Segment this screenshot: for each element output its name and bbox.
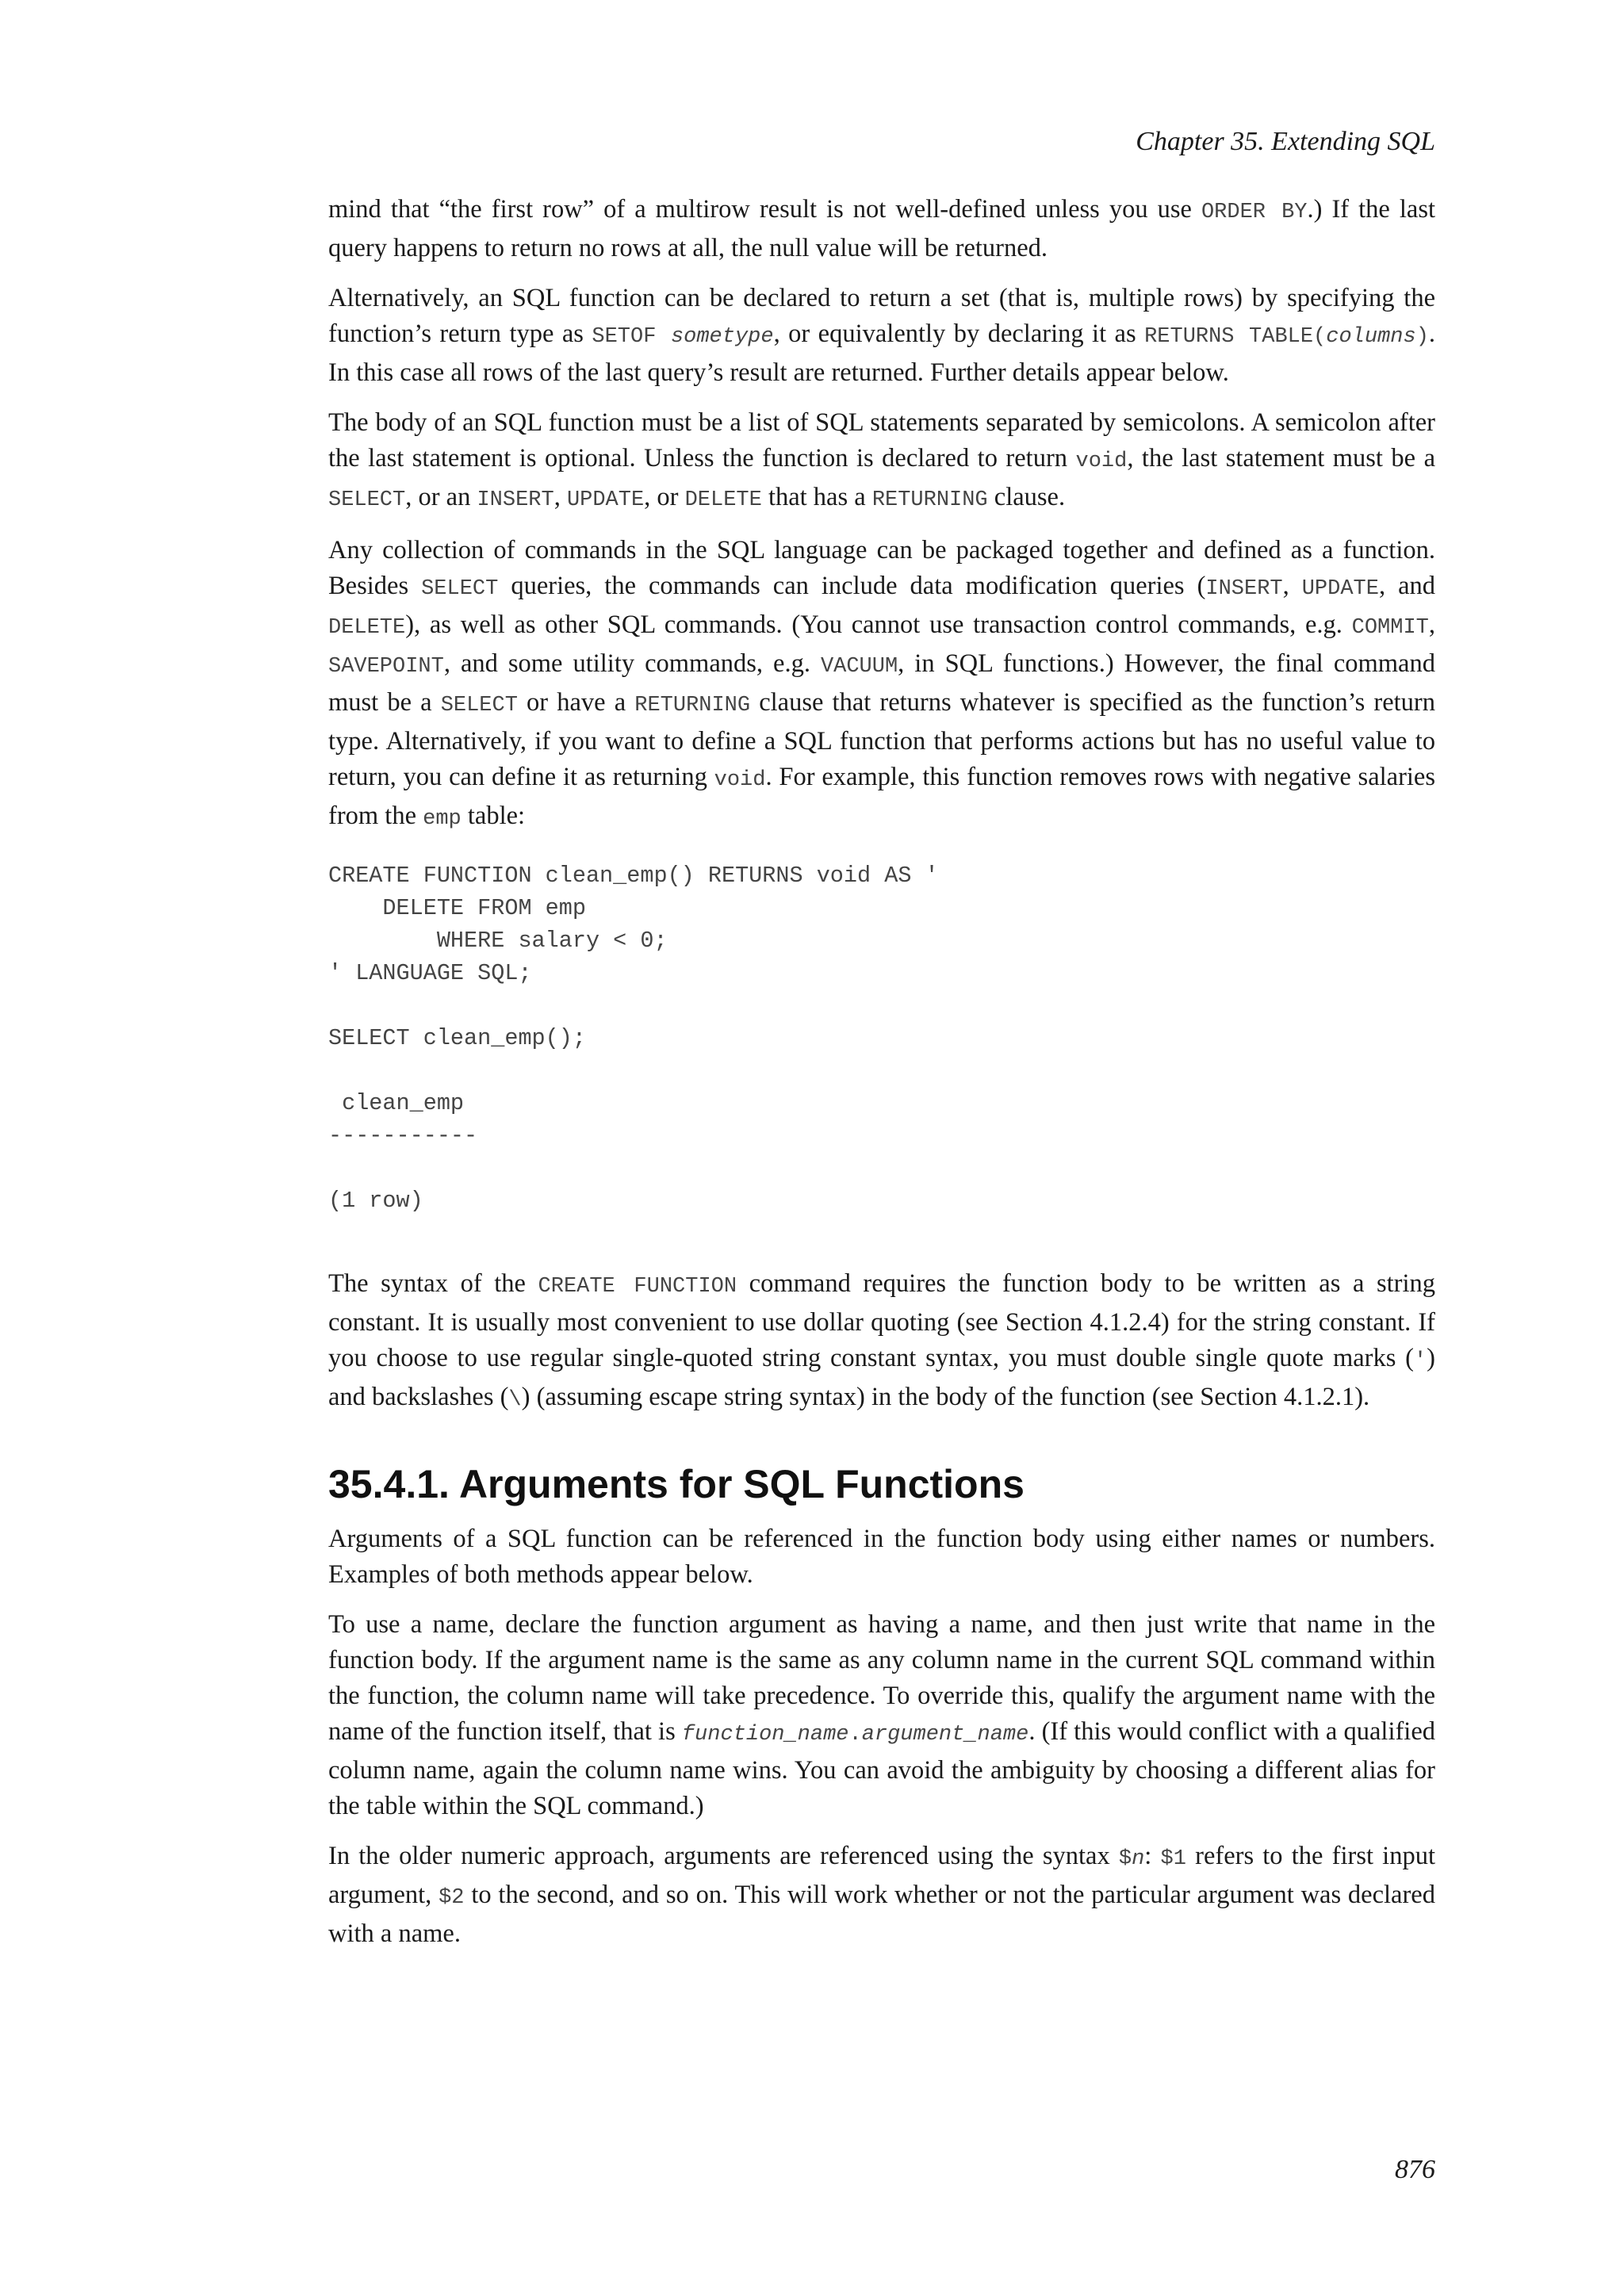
inline-code: UPDATE bbox=[1301, 577, 1379, 601]
code-example: CREATE FUNCTION clean_emp() RETURNS void AS ' DELETE FROM emp WHERE salary < 0; ' LANGUAGE SQL; SELECT clean_emp(); clean_emp ----------- (1 row) bbox=[328, 863, 939, 1214]
section-heading: 35.4.1. Arguments for SQL Functions bbox=[328, 1462, 1025, 1506]
text: clause that returns whatever is specified as the function’s return type. Alternatively, if you want to define a SQL function that performs actions but has no useful value to return, you can define it as returning bbox=[328, 688, 1435, 791]
inline-code: SELECT bbox=[440, 694, 518, 718]
text: , or bbox=[644, 483, 685, 511]
text: Alternatively, an SQL function can be declared to return a set (that is, multiple rows) by specifying the function’s return type as bbox=[328, 284, 1435, 348]
text: clause. bbox=[987, 483, 1066, 511]
inline-code-italic: function_name bbox=[681, 1723, 849, 1747]
inline-code: INSERT bbox=[1205, 577, 1283, 601]
inline-code: SELECT bbox=[421, 577, 499, 601]
text: that has a bbox=[761, 483, 872, 511]
inline-code: void bbox=[1075, 450, 1128, 473]
text: , bbox=[553, 483, 567, 511]
inline-code: $1 bbox=[1160, 1847, 1186, 1871]
inline-code: DELETE bbox=[328, 616, 406, 640]
paragraph-5 bbox=[328, 1266, 1435, 1418]
text: .) If the last query happens to return no rows at all, the null value will be returned. bbox=[328, 195, 1435, 262]
inline-code-italic: argument_name bbox=[861, 1723, 1029, 1747]
inline-code: COMMIT bbox=[1351, 616, 1429, 640]
text: In the older numeric approach, arguments are referenced using the syntax bbox=[328, 1842, 1119, 1870]
text: ) (assuming escape string syntax) in the body of the function (see Section 4.1.2.1). bbox=[521, 1383, 1370, 1411]
text: , bbox=[1428, 610, 1435, 639]
text: ), as well as other SQL commands. (You cannot use transaction control commands, e.g. bbox=[405, 610, 1352, 639]
inline-code: UPDATE bbox=[566, 488, 645, 512]
inline-code: ORDER BY bbox=[1201, 201, 1308, 224]
text: mind that “the first row” of a multirow result is not well-defined unless you use bbox=[328, 195, 1201, 224]
text: Any collection of commands in the SQL language can be packaged together and defined as a function. Besides bbox=[328, 536, 1435, 600]
text: table: bbox=[461, 802, 526, 830]
paragraph-3 bbox=[328, 405, 1435, 519]
text: ) and backslashes ( bbox=[328, 1344, 1435, 1411]
inline-code: ' bbox=[1413, 1349, 1427, 1373]
inline-code: RETURNING bbox=[634, 694, 751, 718]
text: to the second, and so on. This will work whether or not the particular argument was declared with a name. bbox=[328, 1881, 1435, 1948]
text: , and some utility commands, e.g. bbox=[443, 649, 821, 678]
inline-code: SETOF bbox=[592, 325, 671, 349]
inline-code: $ bbox=[1118, 1847, 1132, 1871]
inline-code: ) bbox=[1415, 325, 1429, 349]
text: refers to the first input argument, bbox=[328, 1842, 1435, 1909]
page-number: 876 bbox=[1395, 2155, 1435, 2184]
paragraph-2 bbox=[328, 281, 1435, 391]
text: . In this case all rows of the last query’s result are returned. Further details appear below. bbox=[328, 320, 1436, 387]
inline-code: \ bbox=[508, 1388, 522, 1412]
text: , or equivalently by declaring it as bbox=[773, 320, 1145, 348]
text: . (If this would conflict with a qualified column name, again the column name wins. You can avoid the ambiguity by choosing a different alias for the table within the SQL command.) bbox=[328, 1717, 1435, 1820]
inline-code: VACUUM bbox=[820, 655, 898, 679]
text: or have a bbox=[517, 688, 635, 717]
text: The body of an SQL function must be a list of SQL statements separated by semicolons. A semicolon after the last statement is optional. Unless the function is declared to return bbox=[328, 408, 1435, 473]
text: : bbox=[1144, 1842, 1161, 1870]
text: queries, the commands can include data modification queries ( bbox=[498, 572, 1206, 600]
inline-code: . bbox=[848, 1723, 862, 1747]
inline-code: RETURNS TABLE( bbox=[1144, 325, 1327, 349]
paragraph-8 bbox=[328, 1839, 1435, 1952]
text: , and bbox=[1378, 572, 1435, 600]
inline-code: SAVEPOINT bbox=[328, 655, 444, 679]
inline-code: RETURNING bbox=[871, 488, 988, 512]
paragraph-4 bbox=[328, 533, 1435, 837]
text: , in SQL functions.) However, the final command must be a bbox=[328, 649, 1435, 717]
inline-code: CREATE FUNCTION bbox=[538, 1275, 737, 1299]
inline-code: emp bbox=[423, 807, 462, 831]
text: , the last statement must be a bbox=[1127, 444, 1435, 473]
inline-code: INSERT bbox=[477, 488, 554, 512]
inline-code-italic: n bbox=[1132, 1847, 1145, 1871]
text: . For example, this function removes rows with negative salaries from the bbox=[328, 763, 1435, 830]
inline-code: $2 bbox=[439, 1886, 465, 1910]
text: To use a name, declare the function argument as having a name, and then just write that name in the function body. If the argument name is the same as any column name in the current SQL command within the function, the column name will take precedence. To override this, qualify the argument name with the name of the function itself, that is bbox=[328, 1610, 1435, 1746]
text: , or an bbox=[405, 483, 477, 511]
page-body bbox=[328, 192, 1435, 1966]
inline-code: DELETE bbox=[684, 488, 762, 512]
text: , bbox=[1282, 572, 1302, 600]
paragraph-7 bbox=[328, 1607, 1435, 1824]
inline-code-italic: columns bbox=[1326, 325, 1416, 349]
paragraph-1 bbox=[328, 192, 1435, 266]
text: command requires the function body to be written as a string constant. It is usually most convenient to use dollar quoting (see Section 4.1.2.4) for the string constant. If you choose to use regular single-quoted string constant syntax, you must double single quote marks ( bbox=[328, 1269, 1435, 1372]
paragraph-6: Arguments of a SQL function can be referenced in the function body using either names or numbers. Examples of both methods appear below. bbox=[328, 1525, 1435, 1589]
inline-code: void bbox=[714, 768, 766, 792]
inline-code: SELECT bbox=[328, 488, 406, 512]
inline-code-italic: sometype bbox=[670, 325, 774, 349]
text: The syntax of the bbox=[328, 1269, 538, 1298]
running-head: Chapter 35. Extending SQL bbox=[1136, 127, 1435, 156]
